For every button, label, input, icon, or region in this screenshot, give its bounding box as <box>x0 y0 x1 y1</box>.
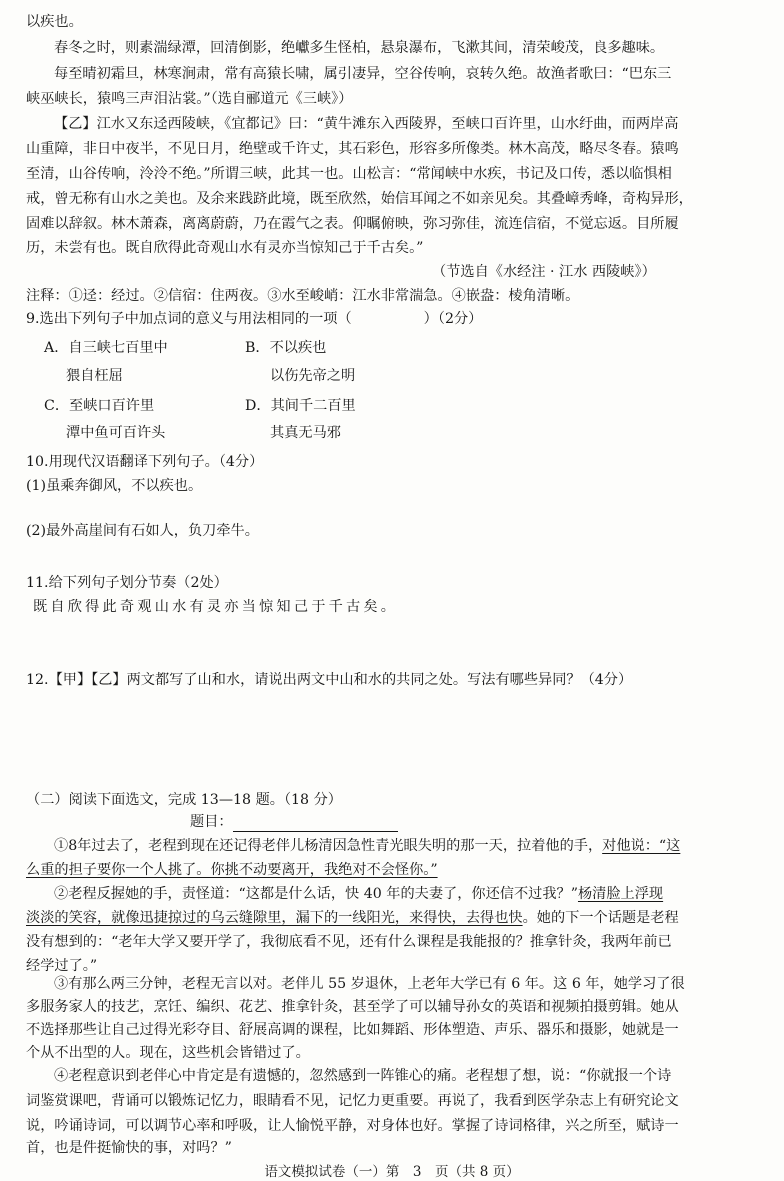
q10-sentence-1: (1)虽乘奔御风，不以疾也。 <box>26 478 203 494</box>
yi-line-5: 固难以辞叙。林木萧森，离离蔚蔚，乃在霞气之表。仰瞩俯映，弥习弥佳，流连信宿，不觉忘返。目所履 <box>26 216 679 232</box>
q9-option-d-1: D．其间千二百里 <box>245 398 356 414</box>
p4-line-1: ④老程意识到老伴心中肯定是有遗憾的，忽然感到一阵锥心的痛。老程想了想，说：“你就报一个诗 <box>54 1068 672 1084</box>
p3-line-4: 个从不出型的人。现在，这些机会皆错过了。 <box>26 1045 310 1061</box>
yi-line-6: 历，未尝有也。既自欣得此奇观山水有灵亦当惊知己于千古矣。” <box>26 240 424 256</box>
title-blank-line[interactable] <box>233 817 398 832</box>
p4-line-4: 首，也是件挺愉快的事，对吗？” <box>26 1140 232 1156</box>
jia-line-2: 每至晴初霜旦，林寒涧肃，常有高猿长啸，属引凄异，空谷传响，哀转久绝。故渔者歌曰：“巴东三 <box>54 66 672 82</box>
section2-heading: （二）阅读下面选文，完成 13—18 题。（18 分） <box>26 792 342 808</box>
p1b-underlined: 对他说：“这 <box>602 838 681 854</box>
q9-score: ）（2分） <box>423 311 483 327</box>
p1-line-1 <box>54 836 680 856</box>
jia-line-3: 峡巫峡长，猿鸣三声泪沾裳。”（选自郦道元《三峡》） <box>26 91 353 107</box>
title-field[interactable] <box>190 812 398 832</box>
p4-line-3: 说，吟诵诗词，可以调节心率和呼吸，让人愉悦平静，对身体也好。掌握了诗词格律，兴之所至，赋诗一 <box>26 1118 679 1134</box>
notes: 注释：①迳：经过。②信宿：住两夜。③水至峻峭：江水非常湍急。④嵌盎：棱角清晰。 <box>26 288 580 304</box>
p2a: ②老程反握她的手，责怪道：“这都是什么话，快 40 年的夫妻了，你还信不过我？” <box>54 886 578 902</box>
p3-line-2: 多服务家人的技艺，烹饪、编织、花艺、推拿针灸，甚至学了可以辅导孙女的英语和视频拍摄剪辑。她从 <box>26 999 679 1015</box>
p3-line-3: 不选择那些让自己过得光彩夺目、舒展高调的课程，比如舞蹈、形体塑造、声乐、器乐和摄影，她就是一 <box>26 1022 679 1038</box>
p1a: ①8年过去了，老程到现在还记得老伴儿杨清因急性青光眼失明的那一天，拉着他的手， <box>54 838 603 854</box>
q11-stem: 11.给下列句子划分节奏（2处） <box>26 575 228 591</box>
q9-option-c-1: C．至峡口百许里 <box>44 398 155 414</box>
yi-source: （节选自《水经注 · 江水 西陵峡》） <box>432 264 656 280</box>
q9-option-a-2: 猥自枉屈 <box>66 368 123 384</box>
page-footer: 语文模拟试卷（一）第 3 页（共 8 页） <box>264 1164 520 1180</box>
q12-stem: 12.【甲】【乙】两文都写了山和水，请说出两文中山和水的共同之处。写法有哪些异同？（4分） <box>26 672 633 688</box>
q9-stem-text: 9.选出下列句子中加点词的意义与用法相同的一项（ <box>26 311 352 327</box>
p2-line-1 <box>54 884 663 904</box>
q9-option-d-2: 其真无马邪 <box>270 425 341 441</box>
p4-line-2: 词鉴赏课吧，背诵可以锻炼记忆力，眼睛看不见，记忆力更重要。再说了，我看到医学杂志上有研究论文 <box>26 1093 679 1109</box>
p2-line-4: 经学过了。” <box>26 958 98 974</box>
q10-sentence-2: (2)最外高崖间有石如人，负刀牵牛。 <box>26 523 259 539</box>
q11-sentence: 既自欣得此奇观山水有灵亦当惊知己于千古矣。 <box>33 599 399 615</box>
yi-line-2: 山重障，非日中夜半，不见日月，绝壁或千许丈，其石彩色，形容多所像类。林木高茂，略尽冬春。猿鸣 <box>26 141 679 157</box>
p3-line-1: ③有那么两三分钟，老程无言以对。老伴儿 55 岁退休，上老年大学已有 6 年。这 6 年，她学习了很 <box>54 976 685 992</box>
q9-option-a-1 <box>44 338 168 358</box>
p2c-underlined: 淡淡的笑容，就像迅捷掠过的乌云缝隙里，漏下的一线阳光，来得快，去得也快 <box>26 910 523 926</box>
yi-line-3: 至清，山谷传响，泠泠不绝。”所谓三峡，此其一也。山松言：“常闻峡中水疾，书记及口传，悉以临惧相 <box>26 166 672 182</box>
q9-option-b-1: B．不以疾也 <box>245 340 327 356</box>
p2-line-3: 没有想到的：“老年大学又要开学了，我彻底看不见，还有什么课程是我能报的？推拿针灸，我两年前已 <box>26 934 672 950</box>
jia-line-0: 以疾也。 <box>26 14 83 30</box>
p1-line-2 <box>26 860 438 880</box>
title-label: 题目： <box>190 814 233 830</box>
yi-line-4: 戒，曾无称有山水之美也。及余来践跻此境，既至欣然，始信耳闻之不如亲见矣。其叠嶂秀峰，奇构异形， <box>26 191 693 207</box>
q10-stem: 10.用现代汉语翻译下列句子。（4分） <box>26 454 264 470</box>
jia-line-1: 春冬之时，则素湍绿潭，回清倒影，绝巘多生怪柏，悬泉瀑布，飞漱其间，清荣峻茂，良多趣味。 <box>54 40 665 56</box>
p2d: 。她的下一个话题是老程 <box>522 910 679 926</box>
q9-option-b-2: 以伤先帝之明 <box>270 368 356 384</box>
p2b-underlined: 杨清脸上浮现 <box>577 886 664 902</box>
q9-a1-text: A．自三峡七百里中 <box>44 340 168 356</box>
p1c-underlined: 么重的担子要你一个人挑了。你挑不动要离开，我绝对不会怪你。” <box>26 862 438 878</box>
yi-line-1: 【乙】江水又东迳西陵峡，《宜都记》曰：“黄牛滩东入西陵界，至峡口百许里，山水纡曲，而两岸高 <box>54 116 679 132</box>
p2-line-2 <box>26 908 679 928</box>
q9-stem <box>26 309 482 329</box>
q9-option-c-2: 潭中鱼可百许头 <box>66 425 166 441</box>
